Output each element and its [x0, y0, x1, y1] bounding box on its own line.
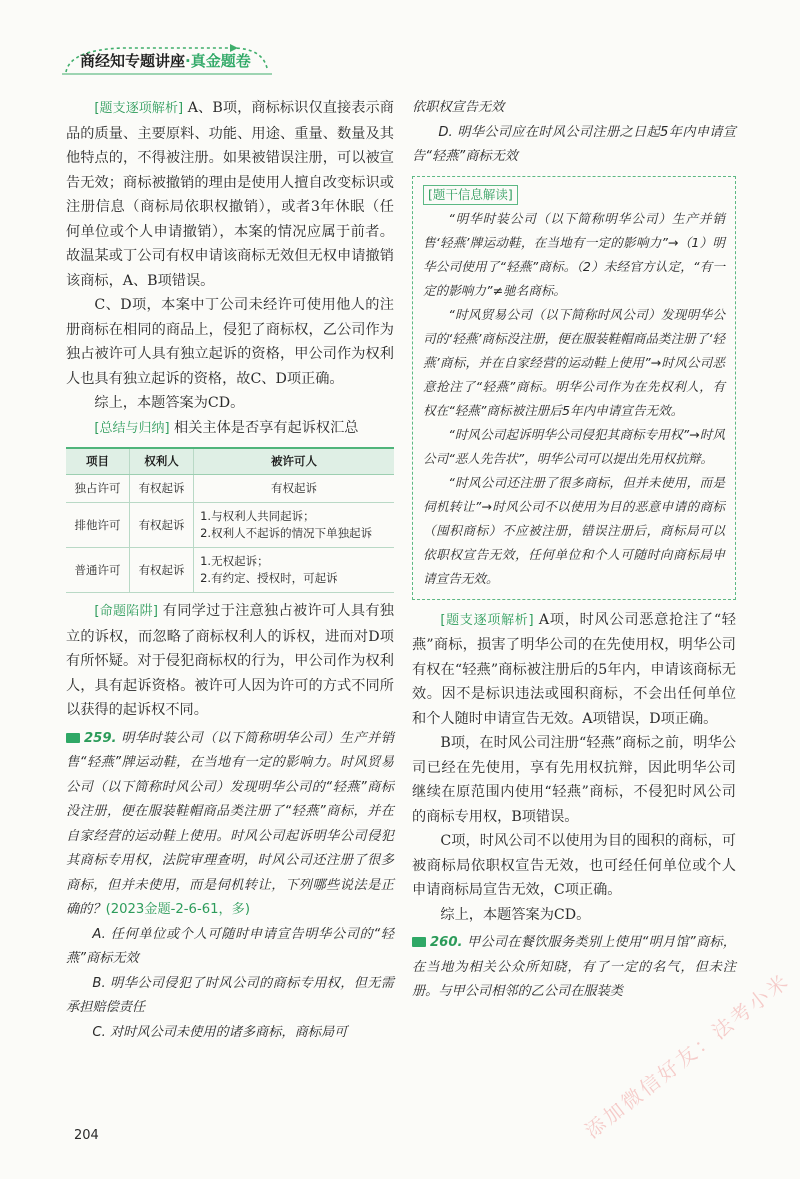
answer-a-analysis [412, 608, 736, 732]
header-title-main: 商经知专题讲座 [80, 52, 186, 70]
question-number: 260. [430, 935, 463, 950]
answer-b-analysis: B项，在时风公司注册“轻燕”商标之前，明华公司已经在先使用，享有先用权抗辩，因此明华公司继续在原范围内使用“轻燕”商标，不侵犯时风公司的商标专用权，B项错误。 [412, 735, 736, 825]
page-number: 204 [74, 1128, 99, 1143]
question-259 [66, 727, 394, 923]
table-header-item: 项目 [66, 448, 130, 475]
info-tag: [题干信息解读] [423, 185, 518, 205]
table-cell: 普通许可 [66, 548, 130, 593]
option-c: C. 对时风公司未使用的诸多商标，商标局可 [92, 1024, 348, 1040]
table-cell [194, 548, 394, 593]
table-cell: 有权起诉 [130, 503, 194, 548]
option-d: D. 明华公司应在时风公司注册之日起5年内申请宣告“轻燕”商标无效 [412, 124, 736, 164]
litigation-rights-table [66, 447, 394, 593]
left-column [66, 96, 394, 1045]
table-cell: 有权起诉 [130, 548, 194, 593]
answer-summary: 综上，本题答案为CD。 [440, 906, 591, 923]
trap-tag: [命题陷阱] [94, 604, 158, 619]
table-row [66, 503, 394, 548]
option-a: A. 任何单位或个人可随时申请宣告明华公司的“轻燕”商标无效 [66, 926, 394, 966]
info-paragraph: “时风贸易公司（以下简称时风公司）发现明华公司的‘轻燕’商标没注册，便在服装鞋帽商品类注册了‘轻燕’商标，并在自家经营的运动鞋上使用”→时风公司恶意抢注了“轻燕”商标。明华公司作为在先权利人，有权在“轻燕”商标被注册后5年内申请宣告无效。 [423, 306, 725, 418]
table-cell: 独占许可 [66, 475, 130, 503]
table-header-row [66, 448, 394, 475]
table-header-owner: 权利人 [130, 448, 194, 475]
header-title [80, 50, 251, 71]
summary-text: 相关主体是否享有起诉权汇总 [169, 419, 359, 436]
question-icon [66, 733, 80, 743]
table-cell-line: 1.无权起诉； [200, 554, 269, 568]
table-cell-line: 1.与权利人共同起诉； [200, 509, 315, 523]
answer-a-text: A项，时风公司恶意抢注了“轻燕”商标，损害了明华公司的在先使用权，明华公司有权在“轻燕”商标被注册后的5年内，申请该商标无效。因不是标识违法或囤积商标，不会出任何单位和个人随时申请宣告无效。A项错误，D项正确。 [412, 611, 736, 727]
table-cell [194, 503, 394, 548]
answer-c-analysis: C项，时风公司不以使用为目的囤积的商标，可被商标局依职权宣告无效，也可经任何单位或个人申请商标局宣告无效，C项正确。 [412, 833, 736, 898]
option-b: B. 明华公司侵犯了时风公司的商标专用权，但无需承担赔偿责任 [66, 975, 394, 1015]
summary-heading [66, 416, 394, 442]
question-source: (2023金题-2-6-61，多) [105, 902, 251, 917]
watermark: 添加微信好友：法考小米 [580, 968, 795, 1144]
analysis-tag: [题支逐项解析] [440, 612, 534, 628]
header-title-accent: ·真金题卷 [185, 52, 251, 70]
table-cell: 排他许可 [66, 503, 130, 548]
table-cell: 有权起诉 [194, 475, 394, 503]
stem-info-box [412, 176, 736, 600]
analysis-ab-text: A、B项，商标标识仅直接表示商品的质量、主要原料、功能、用途、重量、数量及其他特点的，不得被注册。如果被错误注册，可以被宣告无效；商标被撤销的理由是使用人擅自改变标识或注册信息（商标局依职权撤销），或者3年休眠（任何单位或个人申请撤销），本案的情况应属于前者。故温某或丁公司有权申请该商标无效但无权申请撤销该商标，A、B项错误。 [66, 100, 394, 289]
info-paragraph: “明华时装公司（以下简称明华公司）生产并销售‘轻燕’牌运动鞋，在当地有一定的影响力”→（1）明华公司使用了“轻燕”商标。（2）未经官方认定，“有一定的影响力”≠驰名商标。 [423, 210, 725, 298]
analysis-cd: C、D项，本案中丁公司未经许可使用他人的注册商标在相同的商品上，侵犯了商标权，乙公司作为独占被许可人具有独立起诉的资格，甲公司作为权利人也具有独立起诉的资格，故C、D项正确。 [66, 297, 394, 387]
right-column [412, 96, 736, 1005]
table-row [66, 548, 394, 593]
question-260 [412, 931, 736, 1005]
question-260-text: 甲公司在餐饮服务类别上使用“明月馆”商标，在当地为相关公众所知晓，有了一定的名气，但未注册。与甲公司相邻的乙公司在服装类 [412, 935, 736, 999]
trap-text: 有同学过于注意独占被许可人具有独立的诉权，而忽略了商标权利人的诉权，进而对D项有所怀疑。对于侵犯商标权的行为，甲公司作为权利人，具有起诉资格。被许可人因为许可的方式不同所以获得的起诉权不同。 [66, 603, 394, 718]
table-cell: 有权起诉 [130, 475, 194, 503]
question-icon [412, 937, 426, 947]
running-header [62, 44, 272, 74]
table-row [66, 475, 394, 503]
question-number: 259. [84, 730, 117, 746]
question-259-text: 明华时装公司（以下简称明华公司）生产并销售“轻燕”牌运动鞋，在当地有一定的影响力。时风贸易公司（以下简称时风公司）发现明华公司的“轻燕”商标没注册，便在服装鞋帽商品类注册了“轻燕”商标，并在自家经营的运动鞋上使用。时风公司起诉明华公司侵犯其商标专用权，法院审理查明，时风公司还注册了很多商标，但并未使用，而是伺机转让，下列哪些说法是正确的？ [66, 730, 394, 917]
table-header-licensee: 被许可人 [194, 448, 394, 475]
analysis-ab [66, 96, 394, 293]
analysis-tag: [题支逐项解析] [94, 101, 184, 116]
table-cell-line: 2.有约定、授权时，可起诉 [200, 571, 338, 585]
option-c-continued: 依职权宣告无效 [412, 100, 505, 115]
table-cell-line: 2.权利人不起诉的情况下单独起诉 [200, 526, 373, 540]
info-paragraph: “时风公司起诉明华公司侵犯其商标专用权”→时风公司“恶人先告状”，明华公司可以提出先用权抗辩。 [423, 426, 725, 466]
trap-paragraph [66, 599, 394, 723]
info-paragraph: “时风公司还注册了很多商标，但并未使用，而是伺机转让”→时风公司不以使用为目的恶意申请的商标（囤积商标）不应被注册，错误注册后，商标局可以依职权宣告无效，任何单位和个人可随时向商标局申请宣告无效。 [423, 474, 725, 586]
summary-tag: [总结与归纳] [94, 420, 170, 436]
answer-summary: 综上，本题答案为CD。 [94, 395, 245, 411]
